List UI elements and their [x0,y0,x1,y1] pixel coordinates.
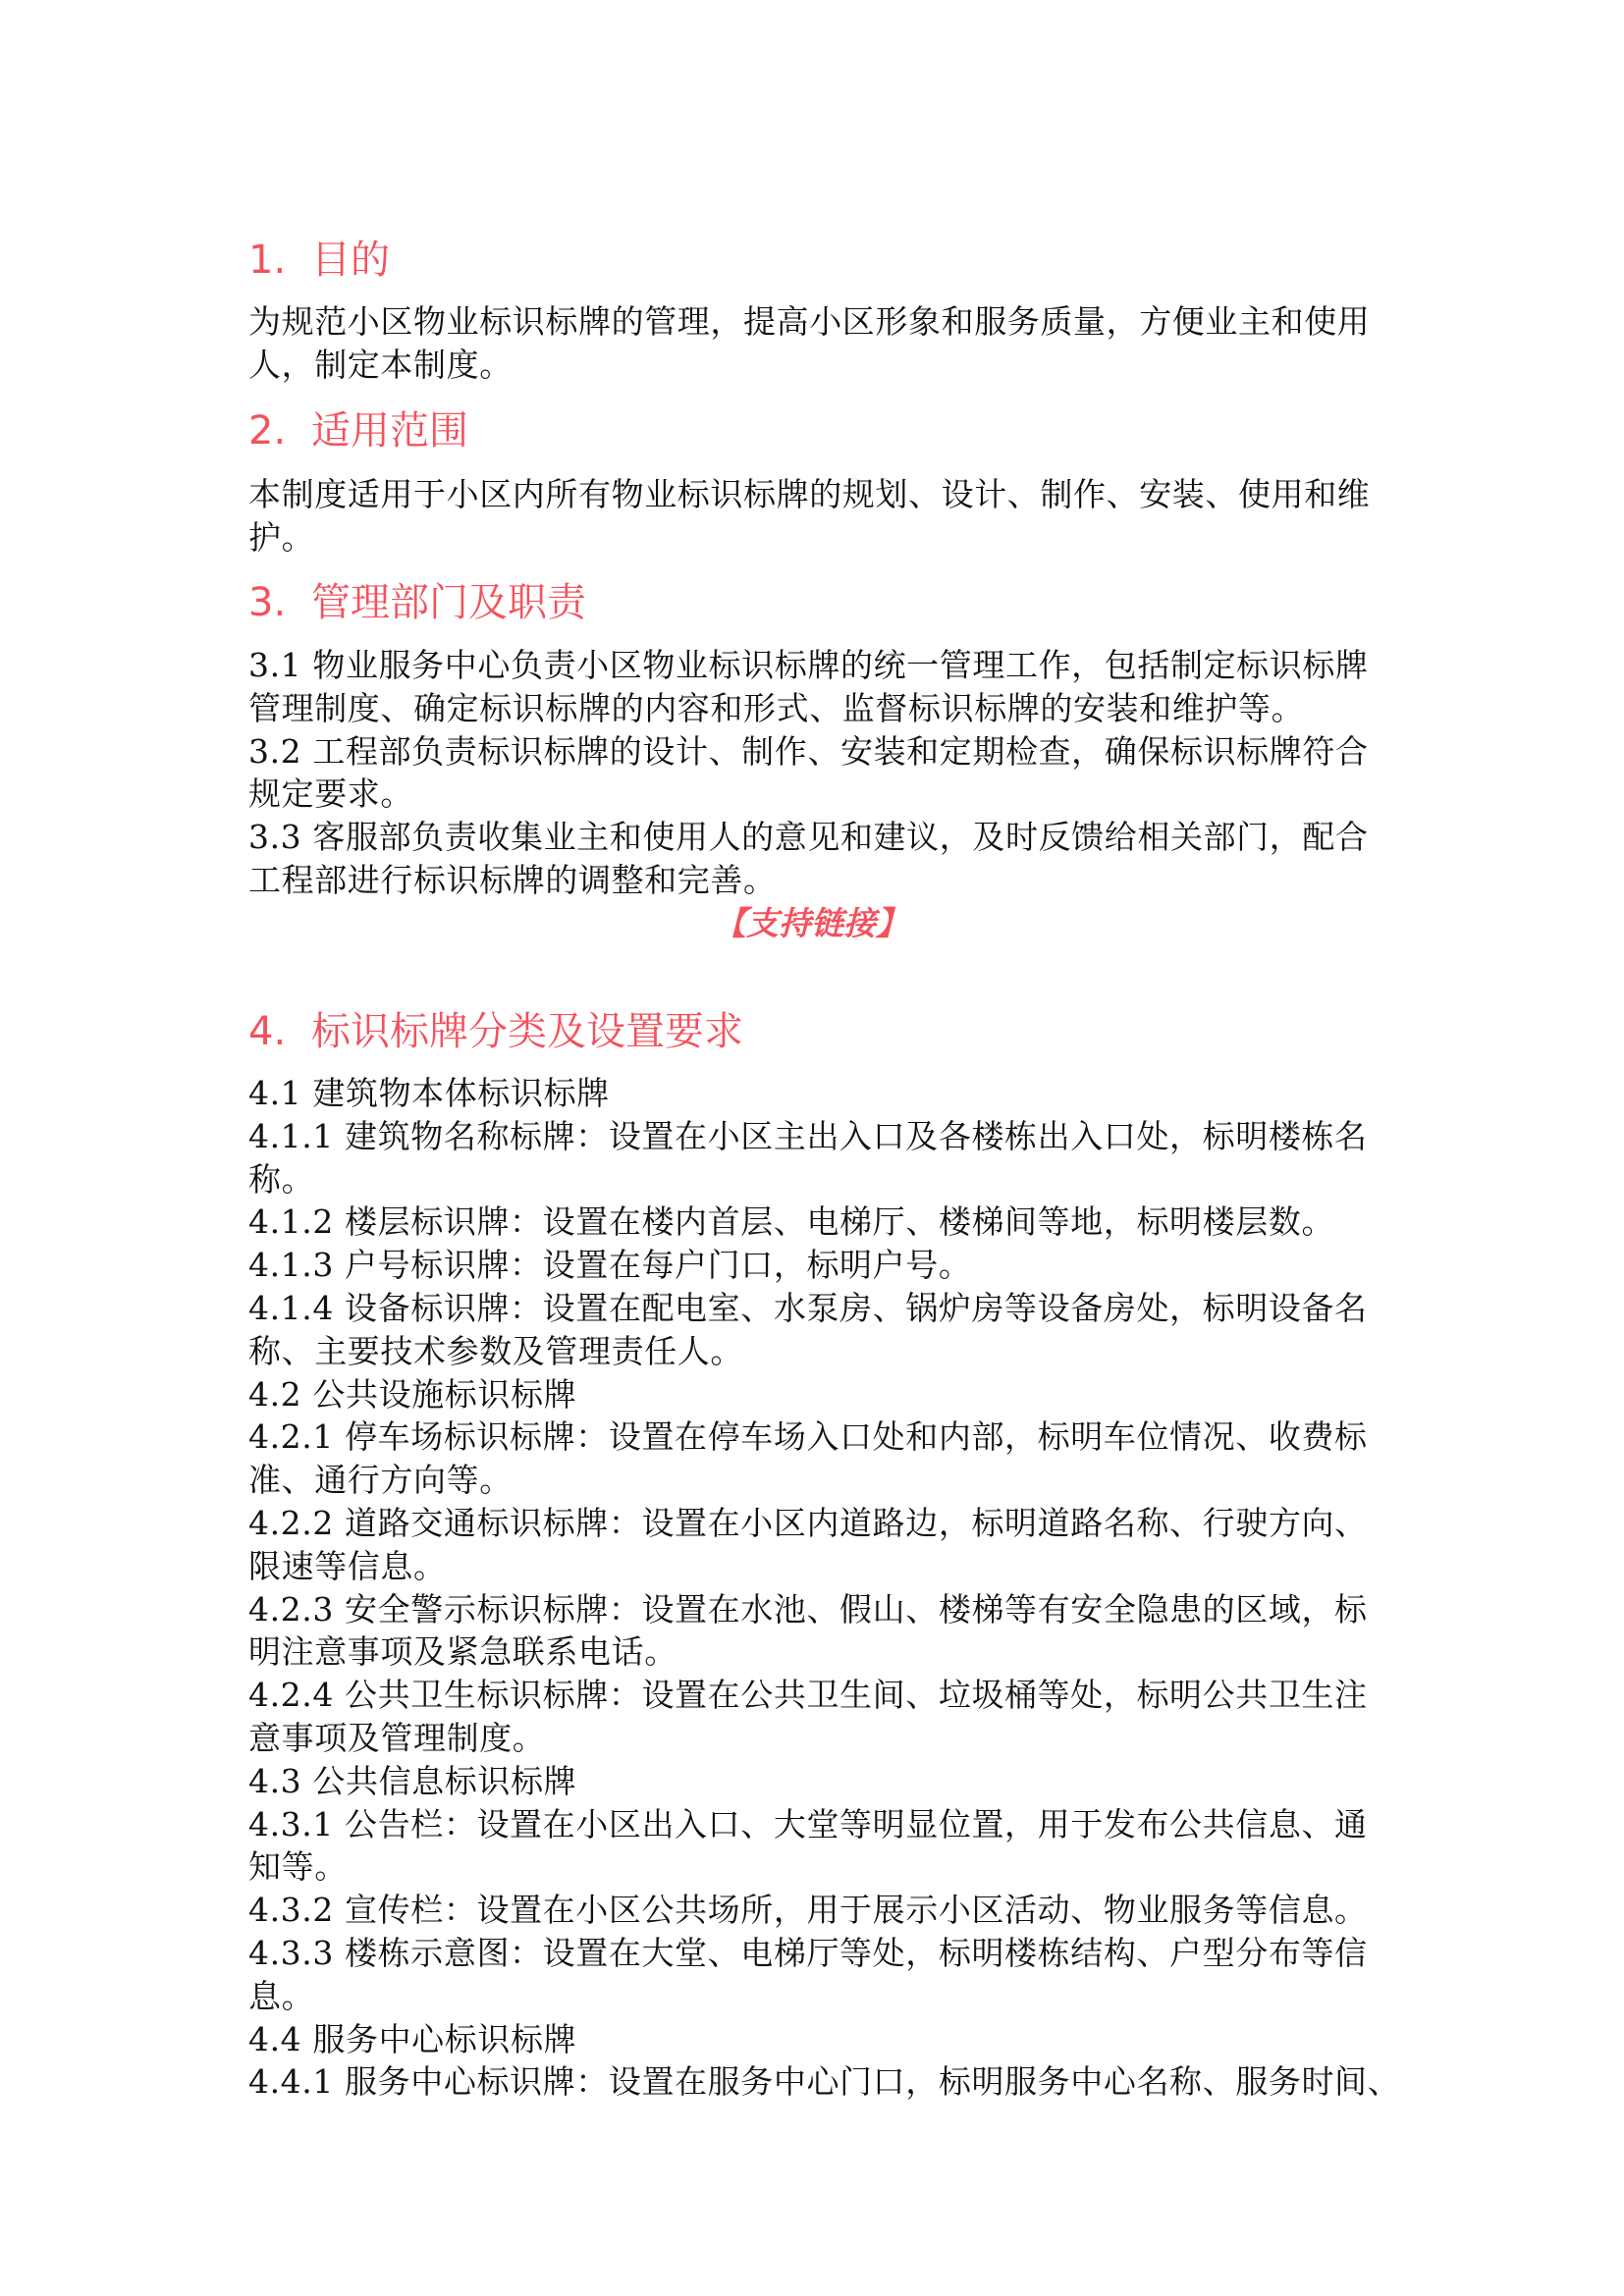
body-line: 4.3.2 宣传栏：设置在小区公共场所，用于展示小区活动、物业服务等信息。 [248,1891,1368,1930]
body-line: 3.1 物业服务中心负责小区物业标识标牌的统一管理工作，包括制定标识标牌 [248,646,1369,684]
body-line: 4.3 公共信息标识标牌 [248,1761,577,1800]
body-line: 管理制度、确定标识标牌的内容和形式、监督标识标牌的安装和维护等。 [248,688,1305,727]
body-line: 护。 [248,517,315,557]
body-line: 4.1.2 楼层标识牌：设置在楼内首层、电梯厅、楼梯间等地，标明楼层数。 [248,1202,1335,1242]
body-line: 3.3 客服部负责收集业主和使用人的意见和建议，及时反馈给相关部门，配合 [248,818,1369,857]
body-line: 工程部进行标识标牌的调整和完善。 [248,860,777,899]
body-line: 4.2.1 停车场标识标牌：设置在停车场入口处和内部，标明车位情况、收费标 [248,1417,1368,1457]
body-line: 明注意事项及紧急联系电话。 [248,1632,677,1672]
section-title: 目的 [311,238,390,283]
body-line: 4.2.2 道路交通标识标牌：设置在小区内道路边，标明道路名称、行驶方向、 [248,1503,1368,1542]
body-line: 人，制定本制度。 [248,345,513,384]
section-number: 1. [248,238,287,283]
section-title: 标识标牌分类及设置要求 [311,1009,743,1054]
body-line: 4.2 公共设施标识标牌 [248,1374,577,1414]
body-line: 称。 [248,1159,315,1199]
section-title: 适用范围 [311,408,468,454]
body-line: 4.2.4 公共卫生标识标牌：设置在公共卫生间、垃圾桶等处，标明公共卫生注 [248,1676,1368,1715]
body-line: 4.1.1 建筑物名称标牌：设置在小区主出入口及各楼栋出入口处，标明楼栋名 [248,1116,1368,1155]
section-heading [248,1002,1387,1061]
body-line: 4.1 建筑物本体标识标牌 [248,1074,610,1112]
section-body [248,473,1387,560]
body-line: 4.2.3 安全警示标识标牌：设置在水池、假山、楼梯等有安全隐患的区域，标 [248,1589,1368,1629]
section-body [248,644,1387,902]
body-line: 息。 [248,1976,315,2015]
body-line: 规定要求。 [248,774,413,814]
section-heading [248,401,1387,460]
body-line: 本制度适用于小区内所有物业标识标牌的规划、设计、制作、安装、使用和维 [248,475,1371,513]
body-line: 意事项及管理制度。 [248,1718,546,1757]
section-title: 管理部门及职责 [311,580,586,625]
body-line: 4.3.1 公告栏：设置在小区出入口、大堂等明显位置，用于发布公共信息、通 [248,1804,1368,1843]
body-line: 准、通行方向等。 [248,1461,513,1500]
body-line: 4.4 服务中心标识标牌 [248,2019,577,2058]
body-line: 3.2 工程部负责标识标牌的设计、制作、安装和定期检查，确保标识标牌符合 [248,731,1369,771]
section-body [248,300,1387,387]
section-heading [248,231,1387,290]
section-heading [248,573,1387,632]
body-line: 为规范小区物业标识标牌的管理，提高小区形象和服务质量，方便业主和使用 [248,302,1371,341]
body-line: 4.1.3 户号标识牌：设置在每户门口，标明户号。 [248,1246,972,1285]
section-body [248,1072,1401,2104]
body-line: 知等。 [248,1847,348,1887]
body-line: 限速等信息。 [248,1546,447,1585]
body-line: 4.3.3 楼栋示意图：设置在大堂、电梯厅等处，标明楼栋结构、户型分布等信 [248,1933,1368,1972]
body-line: 4.4.1 服务中心标识牌：设置在服务中心门口，标明服务中心名称、服务时间、 [248,2062,1401,2102]
section-number: 4. [248,1009,287,1054]
support-link[interactable]: 【支持链接】 [714,904,908,942]
section-number: 3. [248,580,287,625]
section-number: 2. [248,408,287,454]
body-line: 4.1.4 设备标识牌：设置在配电室、水泵房、锅炉房等设备房处，标明设备名 [248,1288,1368,1327]
body-line: 称、主要技术参数及管理责任人。 [248,1331,743,1370]
